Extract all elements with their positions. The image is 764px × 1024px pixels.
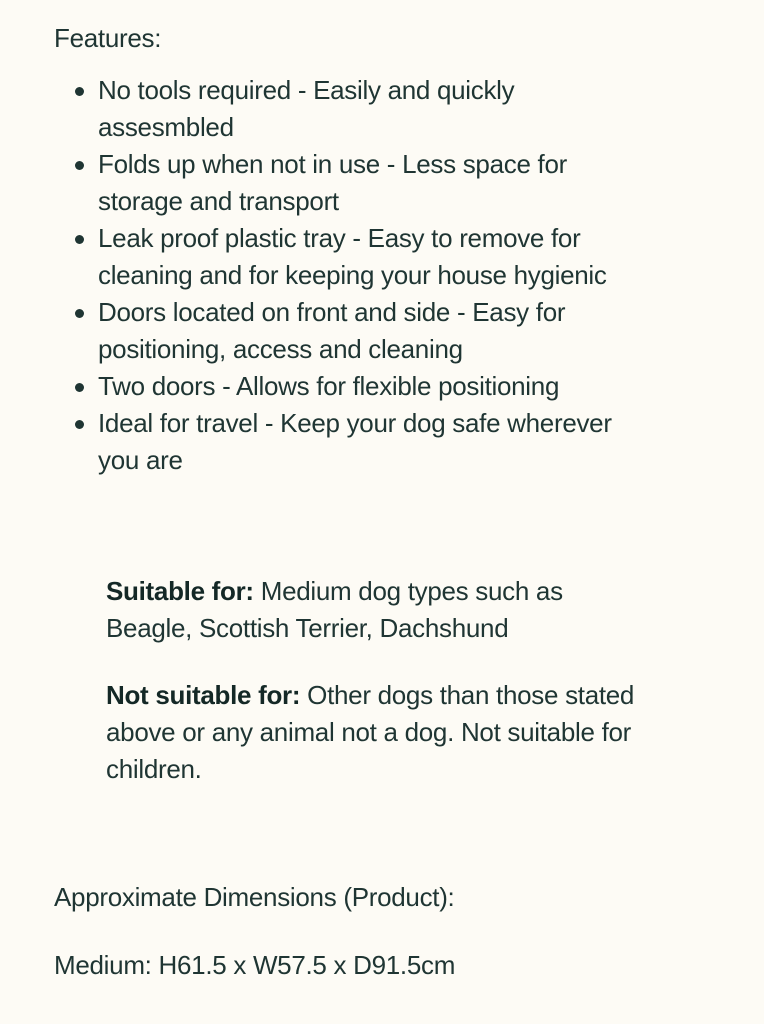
feature-item bbox=[54, 220, 694, 294]
feature-text-line2: positioning, access and cleaning bbox=[98, 334, 463, 364]
feature-text-line2: assesmbled bbox=[98, 112, 234, 142]
bullet-icon bbox=[75, 161, 84, 170]
bullet-icon bbox=[75, 309, 84, 318]
bullet-icon bbox=[75, 235, 84, 244]
not-suitable-for-paragraph bbox=[106, 677, 646, 788]
feature-text-line1: Folds up when not in use - Less space for bbox=[98, 149, 567, 179]
bullet-icon bbox=[75, 420, 84, 429]
dimensions-value: Medium: H61.5 x W57.5 x D91.5cm bbox=[54, 950, 456, 980]
features-list bbox=[54, 72, 694, 479]
bullet-icon bbox=[75, 87, 84, 96]
feature-text-line1: Two doors - Allows for flexible positioning bbox=[98, 371, 560, 401]
bullet-icon bbox=[75, 383, 84, 392]
feature-item bbox=[54, 405, 694, 479]
feature-item bbox=[54, 146, 694, 220]
features-heading: Features: bbox=[54, 23, 162, 53]
suitable-for-paragraph bbox=[106, 573, 646, 647]
feature-text-line2: you are bbox=[98, 445, 183, 475]
feature-text-line1: No tools required - Easily and quickly bbox=[98, 75, 515, 105]
feature-text-line1: Leak proof plastic tray - Easy to remove for bbox=[98, 223, 581, 253]
not-suitable-for-text: Other dogs than those stated above or any animal not a dog. Not suitable for children. bbox=[106, 680, 635, 784]
feature-text-line1: Doors located on front and side - Easy for bbox=[98, 297, 566, 327]
dimensions-heading: Approximate Dimensions (Product): bbox=[54, 882, 455, 912]
suitability-section bbox=[106, 573, 646, 818]
feature-item bbox=[54, 368, 694, 405]
feature-text-line2: cleaning and for keeping your house hygienic bbox=[98, 260, 607, 290]
feature-text-line1: Ideal for travel - Keep your dog safe wherever bbox=[98, 408, 612, 438]
feature-item bbox=[54, 72, 694, 146]
suitable-for-text: Medium dog types such as Beagle, Scottish Terrier, Dachshund bbox=[106, 576, 563, 643]
suitable-for-label: Suitable for: bbox=[106, 576, 254, 606]
feature-text-line2: storage and transport bbox=[98, 186, 339, 216]
feature-item bbox=[54, 294, 694, 368]
not-suitable-for-label: Not suitable for: bbox=[106, 680, 301, 710]
